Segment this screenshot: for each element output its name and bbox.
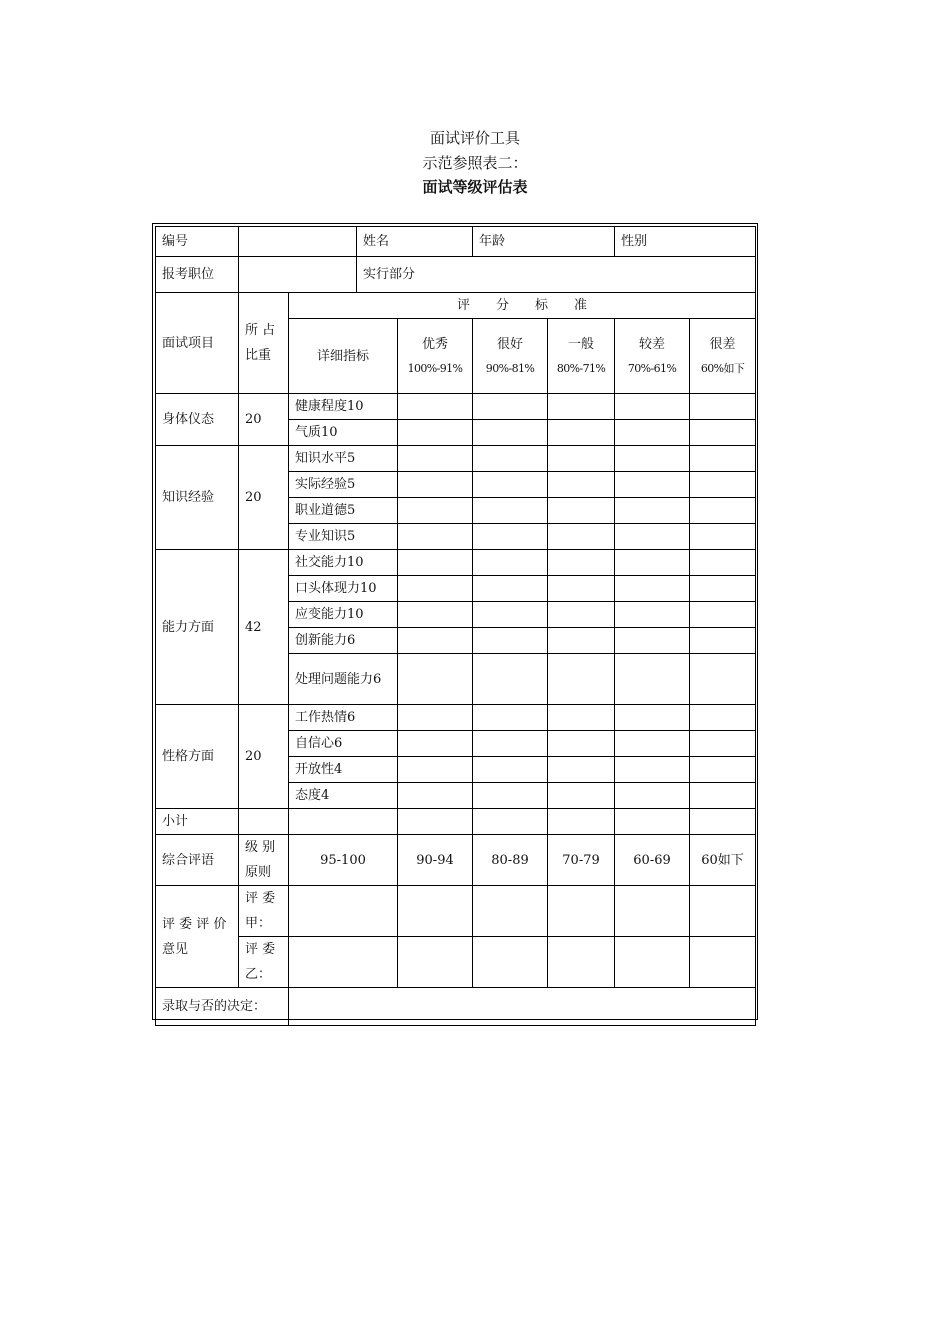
doc-title-tool: 面试评价工具 [429, 129, 520, 147]
score-cell[interactable] [690, 472, 756, 498]
evaluation-table [155, 226, 756, 1026]
judge-cell[interactable] [473, 937, 548, 988]
grade-name: 优秀 [422, 336, 449, 352]
score-cell[interactable] [690, 420, 756, 446]
range-cell: 90-94 [398, 835, 473, 886]
score-cell[interactable] [548, 731, 615, 757]
score-cell[interactable] [615, 498, 690, 524]
dept-label: 实行部分 [357, 257, 756, 293]
score-cell[interactable] [548, 394, 615, 420]
rule-label: 级 别 原则 [239, 835, 289, 886]
score-cell[interactable] [690, 602, 756, 628]
score-cell[interactable] [690, 550, 756, 576]
score-cell[interactable] [398, 420, 473, 446]
score-cell[interactable] [473, 654, 548, 705]
score-cell[interactable] [690, 757, 756, 783]
score-cell[interactable] [473, 628, 548, 654]
grade-range: 70%-61% [627, 361, 677, 375]
detail-item: 自信心6 [289, 731, 398, 757]
detail-item: 应变能力10 [289, 602, 398, 628]
judge-cell[interactable] [548, 886, 615, 937]
detail-item: 口头体现力10 [289, 576, 398, 602]
grade-header-good [473, 319, 548, 394]
score-cell[interactable] [690, 524, 756, 550]
range-cell: 95-100 [289, 835, 398, 886]
score-cell[interactable] [615, 472, 690, 498]
score-cell[interactable] [473, 783, 548, 809]
group-weight: 20 [239, 394, 289, 446]
score-cell[interactable] [548, 757, 615, 783]
score-cell[interactable] [690, 654, 756, 705]
grade-header-excellent [398, 319, 473, 394]
detail-item: 态度4 [289, 783, 398, 809]
grade-name: 很好 [497, 336, 524, 352]
score-cell[interactable] [398, 628, 473, 654]
score-cell[interactable] [615, 446, 690, 472]
score-cell[interactable] [615, 524, 690, 550]
score-cell[interactable] [398, 394, 473, 420]
score-cell[interactable] [398, 472, 473, 498]
score-cell[interactable] [615, 394, 690, 420]
score-cell[interactable] [548, 705, 615, 731]
score-cell[interactable] [398, 602, 473, 628]
judge-cell[interactable] [615, 886, 690, 937]
subtotal-cell[interactable] [239, 809, 289, 835]
score-cell[interactable] [473, 550, 548, 576]
detail-item: 创新能力6 [289, 628, 398, 654]
score-cell[interactable] [615, 628, 690, 654]
range-cell: 70-79 [548, 835, 615, 886]
score-cell[interactable] [398, 757, 473, 783]
group-name: 能力方面 [156, 550, 239, 705]
detail-item: 职业道德5 [289, 498, 398, 524]
score-cell[interactable] [548, 628, 615, 654]
grade-range: 80%-71% [556, 361, 606, 375]
score-cell[interactable] [473, 498, 548, 524]
score-cell[interactable] [398, 550, 473, 576]
decision-label: 录取与否的决定： [156, 988, 289, 1026]
group-name: 身体仪态 [156, 394, 239, 446]
score-cell[interactable] [615, 783, 690, 809]
score-cell[interactable] [548, 654, 615, 705]
score-cell[interactable] [548, 472, 615, 498]
grade-name: 很差 [709, 336, 736, 352]
score-cell[interactable] [473, 472, 548, 498]
group-weight: 20 [239, 446, 289, 550]
decision-field[interactable] [289, 988, 756, 1026]
subtotal-cell[interactable] [615, 809, 690, 835]
score-cell[interactable] [473, 705, 548, 731]
score-cell[interactable] [615, 550, 690, 576]
score-cell[interactable] [548, 524, 615, 550]
subtotal-cell[interactable] [398, 809, 473, 835]
detail-item: 处理问题能力6 [289, 654, 398, 705]
score-cell[interactable] [690, 394, 756, 420]
score-cell[interactable] [548, 446, 615, 472]
score-cell[interactable] [615, 602, 690, 628]
grade-header-poor [615, 319, 690, 394]
score-cell[interactable] [473, 731, 548, 757]
name-label: 姓名 [357, 227, 473, 257]
score-cell[interactable] [690, 705, 756, 731]
group-weight: 42 [239, 550, 289, 705]
doc-form-title: 面试等级评估表 [422, 178, 528, 196]
score-cell[interactable] [473, 394, 548, 420]
range-cell: 60-69 [615, 835, 690, 886]
score-cell[interactable] [398, 654, 473, 705]
judge-cell[interactable] [289, 937, 398, 988]
score-cell[interactable] [690, 628, 756, 654]
score-cell[interactable] [690, 446, 756, 472]
score-cell[interactable] [548, 550, 615, 576]
grade-range: 90%-81% [485, 361, 535, 375]
detail-item: 实际经验5 [289, 472, 398, 498]
score-cell[interactable] [398, 524, 473, 550]
grade-header-average [548, 319, 615, 394]
age-label: 年龄 [473, 227, 615, 257]
score-cell[interactable] [615, 654, 690, 705]
score-cell[interactable] [398, 576, 473, 602]
judge-cell[interactable] [473, 886, 548, 937]
score-cell[interactable] [473, 420, 548, 446]
detail-item: 开放性4 [289, 757, 398, 783]
id-label: 编号 [156, 227, 239, 257]
grade-name: 较差 [639, 336, 666, 352]
judges-label: 评 委 评 价 意见 [156, 886, 239, 988]
grade-range: 60%如下 [700, 361, 745, 375]
judge-cell[interactable] [398, 886, 473, 937]
score-cell[interactable] [548, 783, 615, 809]
subtotal-cell[interactable] [289, 809, 398, 835]
detail-item: 气质10 [289, 420, 398, 446]
score-cell[interactable] [398, 446, 473, 472]
score-cell[interactable] [473, 602, 548, 628]
grade-range: 100%-91% [407, 361, 463, 375]
range-cell: 80-89 [473, 835, 548, 886]
score-cell[interactable] [398, 705, 473, 731]
score-cell[interactable] [473, 576, 548, 602]
score-cell[interactable] [548, 498, 615, 524]
detail-item: 健康程度10 [289, 394, 398, 420]
position-label: 报考职位 [156, 257, 239, 293]
score-cell[interactable] [615, 576, 690, 602]
detail-item: 社交能力10 [289, 550, 398, 576]
judge-cell[interactable] [289, 886, 398, 937]
position-field[interactable] [239, 257, 357, 293]
judge-cell[interactable] [690, 886, 756, 937]
detail-item: 工作热情6 [289, 705, 398, 731]
score-cell[interactable] [615, 731, 690, 757]
summary-label: 综合评语 [156, 835, 239, 886]
grade-name: 一般 [568, 336, 595, 352]
score-cell[interactable] [690, 783, 756, 809]
score-cell[interactable] [548, 576, 615, 602]
id-field[interactable] [239, 227, 357, 257]
col-weight-header: 所 占 比重 [239, 293, 289, 394]
group-name: 性格方面 [156, 705, 239, 809]
judge-a-label: 评 委 甲： [239, 886, 289, 937]
range-cell: 60如下 [690, 835, 756, 886]
score-cell[interactable] [548, 602, 615, 628]
judge-cell[interactable] [398, 937, 473, 988]
col-detail-header: 详细指标 [289, 319, 398, 394]
doc-subtitle-ref: 示范参照表二： [422, 154, 528, 172]
score-cell[interactable] [615, 420, 690, 446]
judge-cell[interactable] [690, 937, 756, 988]
detail-item: 专业知识5 [289, 524, 398, 550]
subtotal-cell[interactable] [548, 809, 615, 835]
subtotal-cell[interactable] [473, 809, 548, 835]
gender-label: 性别 [615, 227, 756, 257]
score-cell[interactable] [398, 731, 473, 757]
score-cell[interactable] [690, 731, 756, 757]
judge-b-label: 评 委 乙： [239, 937, 289, 988]
judge-cell[interactable] [548, 937, 615, 988]
detail-item: 知识水平5 [289, 446, 398, 472]
col-item-header: 面试项目 [156, 293, 239, 394]
score-cell[interactable] [398, 783, 473, 809]
score-cell[interactable] [690, 498, 756, 524]
score-cell[interactable] [690, 576, 756, 602]
judge-cell[interactable] [615, 937, 690, 988]
score-cell[interactable] [548, 420, 615, 446]
score-cell[interactable] [615, 757, 690, 783]
subtotal-label: 小计 [156, 809, 239, 835]
subtotal-cell[interactable] [690, 809, 756, 835]
score-cell[interactable] [473, 524, 548, 550]
score-cell[interactable] [615, 705, 690, 731]
score-cell[interactable] [398, 498, 473, 524]
score-cell[interactable] [473, 757, 548, 783]
col-criteria-header: 评 分 标 准 [289, 293, 756, 319]
grade-header-very-poor [690, 319, 756, 394]
group-weight: 20 [239, 705, 289, 809]
group-name: 知识经验 [156, 446, 239, 550]
score-cell[interactable] [473, 446, 548, 472]
